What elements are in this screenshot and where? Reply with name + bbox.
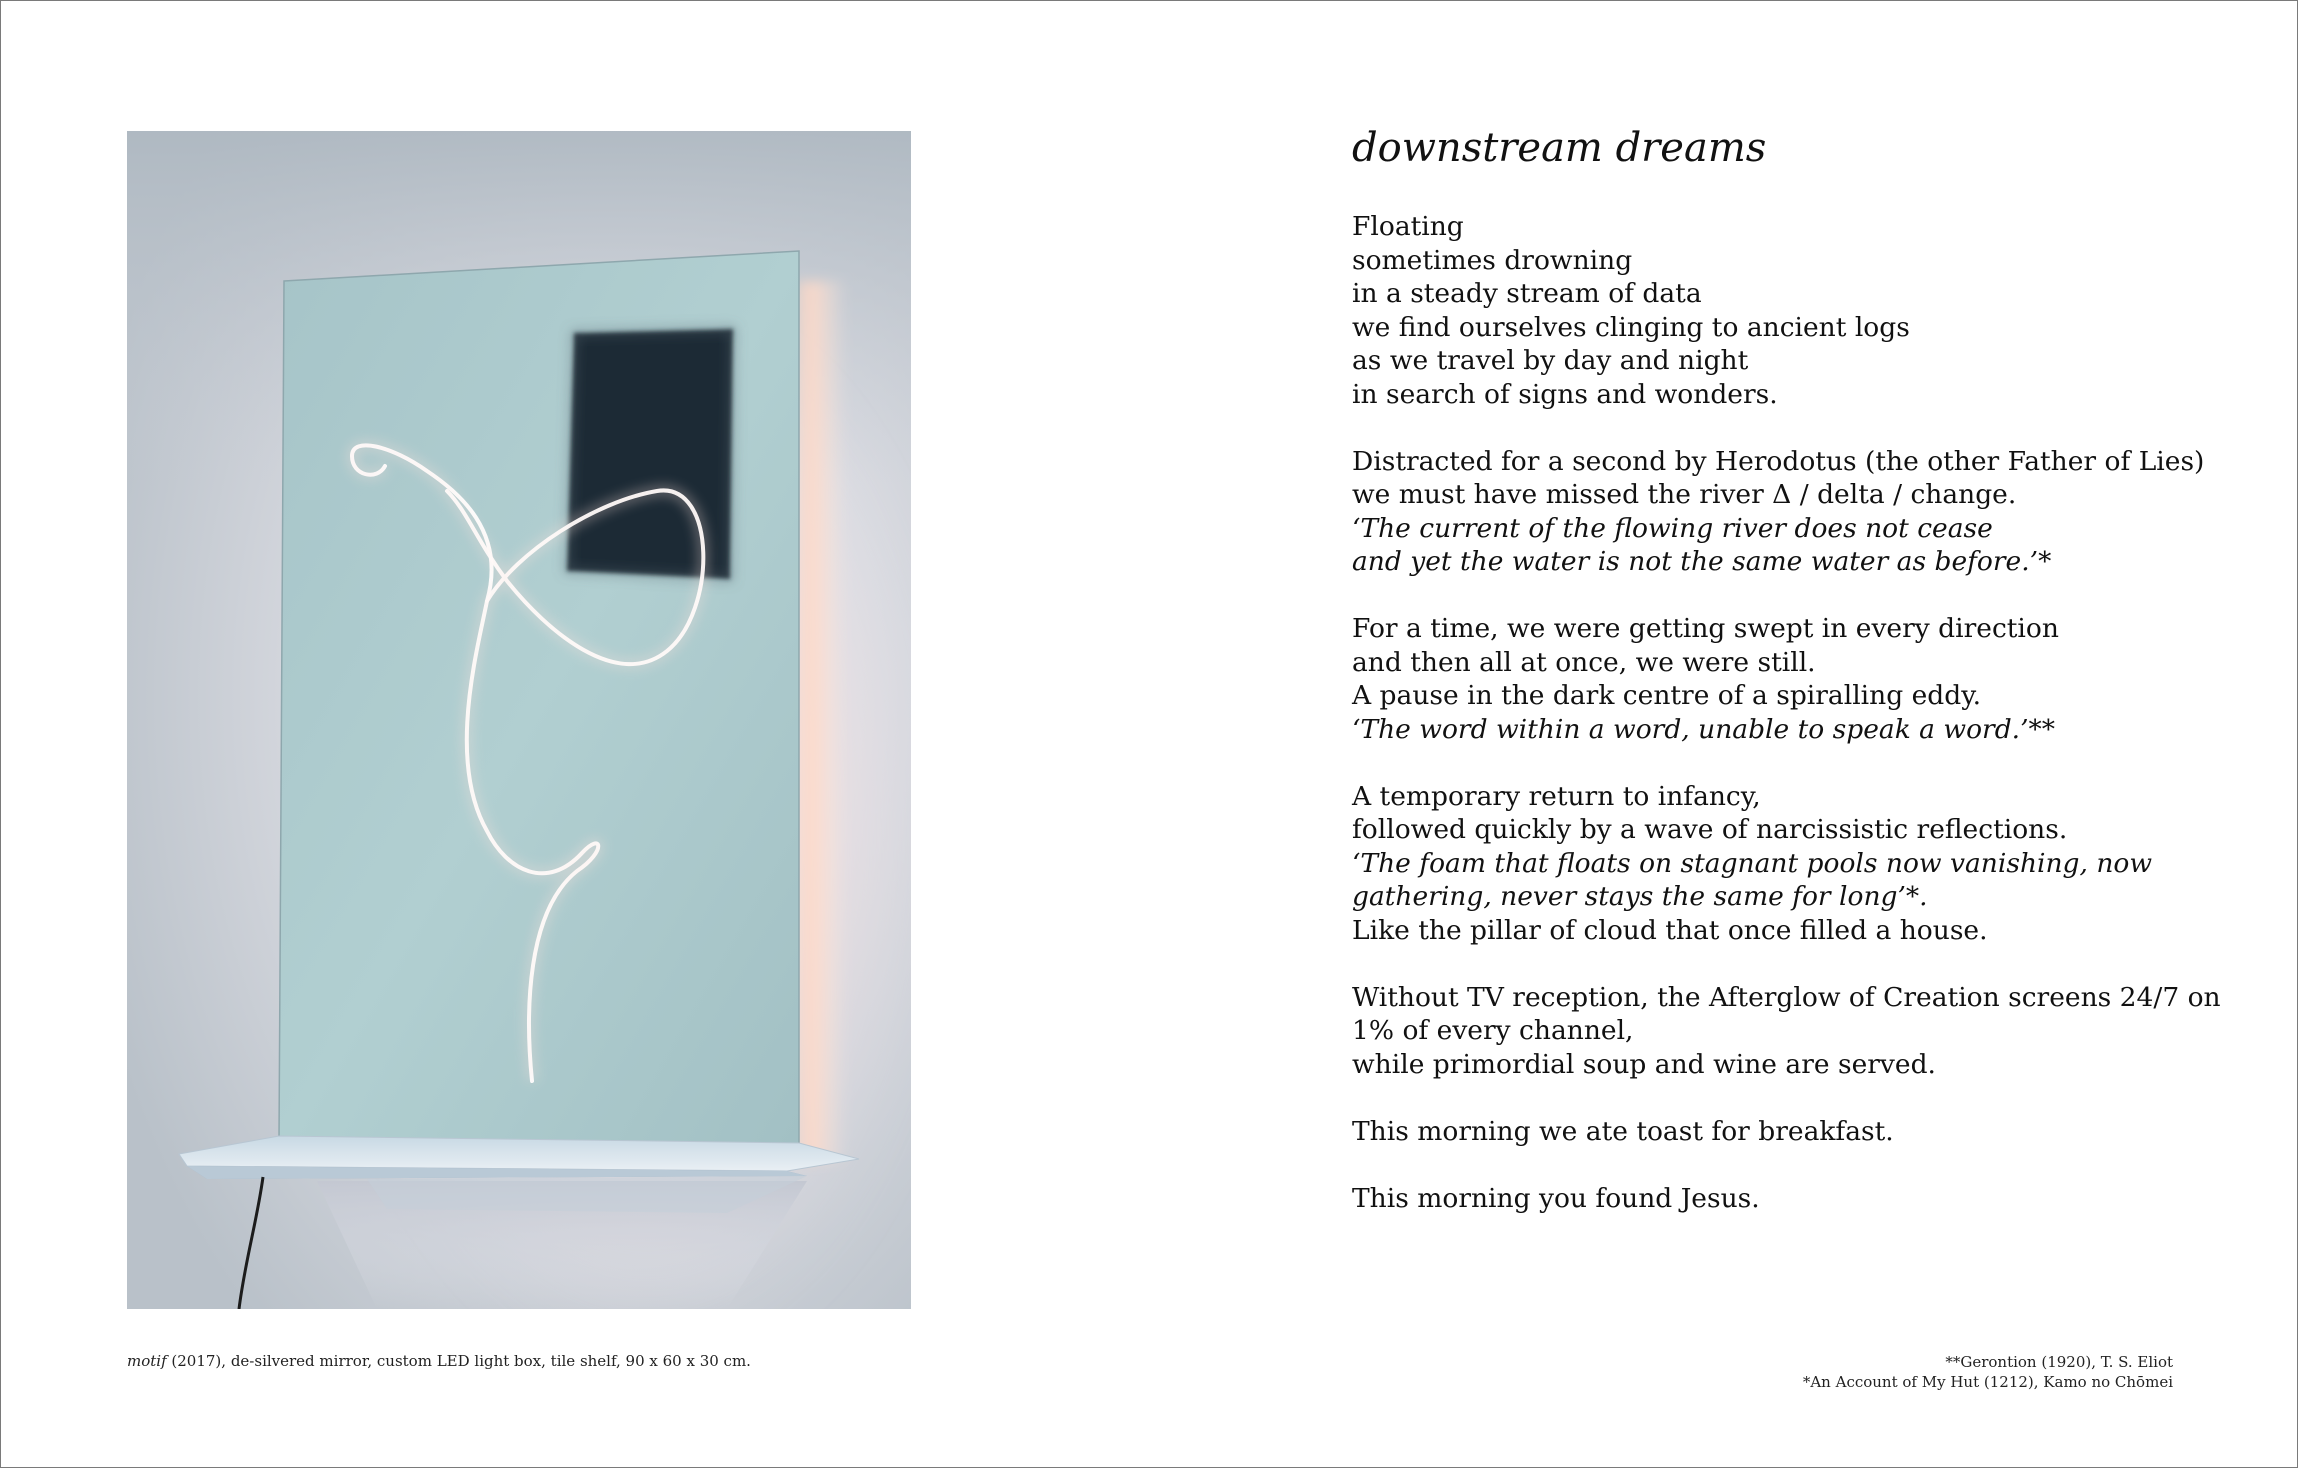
poem-stanza <box>1352 445 2232 579</box>
poem-stanza <box>1352 780 2232 948</box>
artwork-caption <box>127 1352 751 1370</box>
poem-line: as we travel by day and night <box>1352 345 1749 376</box>
poem-line: ‘The current of the flowing river does not cease <box>1352 512 1993 544</box>
footnotes <box>1803 1352 2173 1392</box>
poem-line: A temporary return to infancy, <box>1352 780 1761 812</box>
poem-line: we must have missed the river Δ / delta / change. <box>1352 479 2017 510</box>
poem-line: Like the pillar of cloud that once filled a house. <box>1352 914 1988 946</box>
poem-line: ‘The foam that floats on stagnant pools now vanishing, now <box>1352 847 2153 879</box>
poem-line: gathering, never stays the same for long’*. <box>1352 881 1928 912</box>
poem-line: and then all at once, we were still. <box>1352 646 1816 678</box>
poem-stanza <box>1352 1115 2232 1149</box>
poem-body <box>1352 210 2232 1215</box>
poem-line: This morning you found Jesus. <box>1352 1182 1760 1214</box>
artwork-details: (2017), de-silvered mirror, custom LED light box, tile shelf, 90 x 60 x 30 cm. <box>166 1352 751 1370</box>
poem-line: Without TV reception, the Afterglow of Creation screens 24/7 on <box>1352 981 2221 1013</box>
poem-stanza <box>1352 612 2232 746</box>
poem-line: while primordial soup and wine are served. <box>1352 1048 1936 1080</box>
artwork-title: motif <box>127 1352 167 1370</box>
poem-stanza <box>1352 210 2232 411</box>
footnote: **Gerontion (1920), T. S. Eliot <box>1945 1353 2173 1371</box>
poem-stanza <box>1352 1182 2232 1216</box>
poem <box>1352 122 2232 1249</box>
poem-line: and yet the water is not the same water as before.’* <box>1352 546 2052 577</box>
footnote: *An Account of My Hut (1212), Kamo no Chōmei <box>1802 1373 2173 1391</box>
poem-line: we find ourselves clinging to ancient logs <box>1352 311 1910 343</box>
poem-line: This morning we ate toast for breakfast. <box>1352 1115 1894 1147</box>
poem-title: downstream dreams <box>1352 125 1767 171</box>
artwork-image <box>127 131 911 1309</box>
poem-line: Floating <box>1352 211 1464 242</box>
poem-stanza <box>1352 981 2232 1082</box>
poem-line: ‘The word within a word, unable to speak a word.’** <box>1352 713 2056 745</box>
poem-line: A pause in the dark centre of a spiralling eddy. <box>1352 680 1982 711</box>
poem-line: For a time, we were getting swept in every direction <box>1352 613 2059 644</box>
artwork-photo <box>127 131 911 1309</box>
poem-line: in search of signs and wonders. <box>1352 378 1778 410</box>
poem-line: sometimes drowning <box>1352 244 1633 276</box>
poem-line: 1% of every channel, <box>1352 1015 1634 1046</box>
poem-line: in a steady stream of data <box>1352 278 1702 309</box>
poem-line: Distracted for a second by Herodotus (the other Father of Lies) <box>1352 445 2205 477</box>
poem-line: followed quickly by a wave of narcissistic reflections. <box>1352 814 2068 845</box>
